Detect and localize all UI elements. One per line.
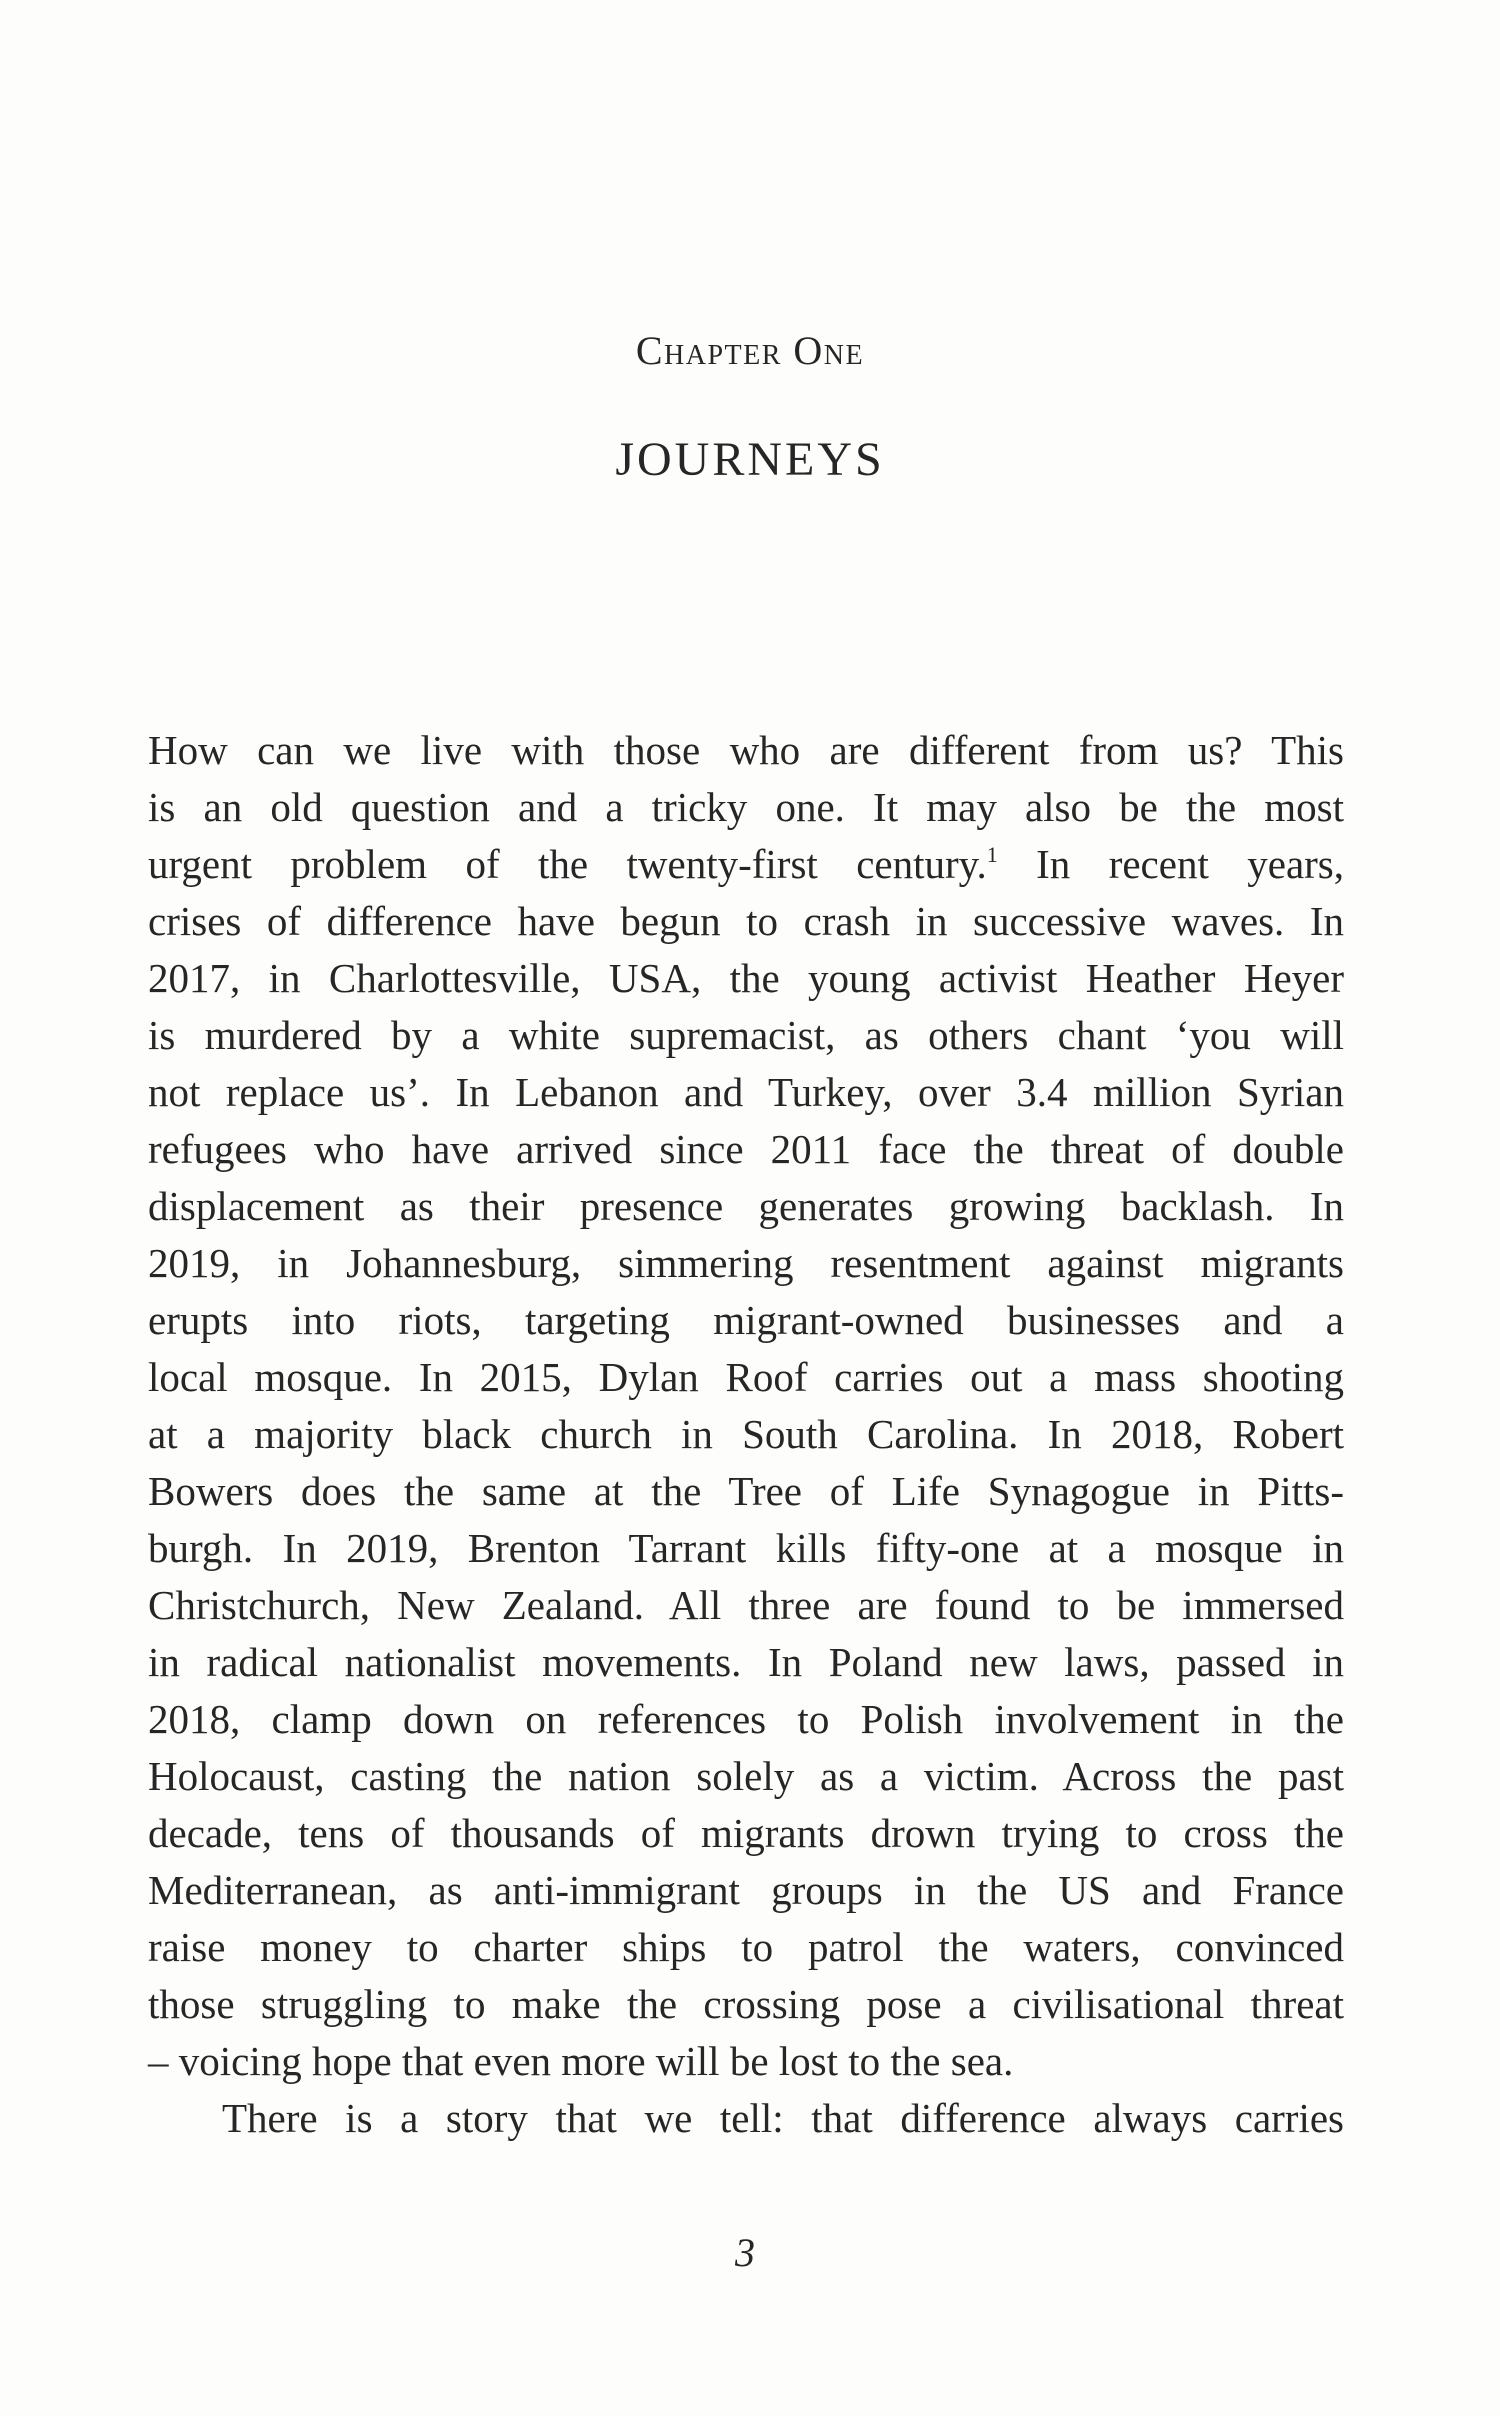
text-line: crises of difference have begun to crash in successive waves. In (148, 898, 1344, 944)
text-line-paragraph-start: There is a story that we tell: that difference always carries (222, 2095, 1344, 2141)
text-line-paragraph-end: – voicing hope that even more will be lost to the sea. (148, 2038, 1014, 2084)
text-line: 2017, in Charlottesville, USA, the young activist Heather Heyer (148, 955, 1344, 1001)
text-line: not replace us’. In Lebanon and Turkey, over 3.4 million Syrian (148, 1069, 1344, 1115)
text-line: local mosque. In 2015, Dylan Roof carries out a mass shooting (148, 1354, 1344, 1400)
chapter-label: Chapter One (635, 328, 865, 373)
text-span: urgent problem of the twenty-first century. (148, 841, 987, 887)
text-line: displacement as their presence generates growing backlash. In (148, 1183, 1344, 1229)
text-line: Christchurch, New Zealand. All three are found to be immersed (148, 1582, 1344, 1628)
footnote-marker[interactable]: 1 (986, 842, 998, 867)
text-line-with-footnote (148, 836, 1344, 893)
page-number: 3 (735, 2230, 755, 2275)
text-line: is an old question and a tricky one. It may also be the most (148, 784, 1344, 830)
text-line: decade, tens of thousands of migrants drown trying to cross the (148, 1810, 1344, 1856)
text-line: those struggling to make the crossing pose a civilisational threat (148, 1981, 1344, 2027)
text-line: refugees who have arrived since 2011 face the threat of double (148, 1126, 1344, 1172)
text-line: is murdered by a white supremacist, as others chant ‘you will (148, 1012, 1344, 1058)
text-line: raise money to charter ships to patrol the waters, convinced (148, 1924, 1344, 1970)
chapter-title: JOURNEYS (615, 433, 885, 486)
body-text (148, 722, 1344, 2147)
text-line: burgh. In 2019, Brenton Tarrant kills fifty-one at a mosque in (148, 1525, 1344, 1571)
text-line: erupts into riots, targeting migrant-owned businesses and a (148, 1297, 1344, 1343)
text-line: 2019, in Johannesburg, simmering resentment against migrants (148, 1240, 1344, 1286)
text-line: How can we live with those who are different from us? This (148, 727, 1344, 773)
text-span: In recent years, (997, 841, 1344, 887)
text-line: Holocaust, casting the nation solely as a victim. Across the past (148, 1753, 1344, 1799)
text-line: Bowers does the same at the Tree of Life Synagogue in Pitts- (148, 1468, 1344, 1514)
text-line: at a majority black church in South Carolina. In 2018, Robert (148, 1411, 1344, 1457)
text-line: 2018, clamp down on references to Polish involvement in the (148, 1696, 1344, 1742)
text-line: Mediterranean, as anti-immigrant groups in the US and France (148, 1867, 1344, 1913)
text-line: in radical nationalist movements. In Poland new laws, passed in (148, 1639, 1344, 1685)
